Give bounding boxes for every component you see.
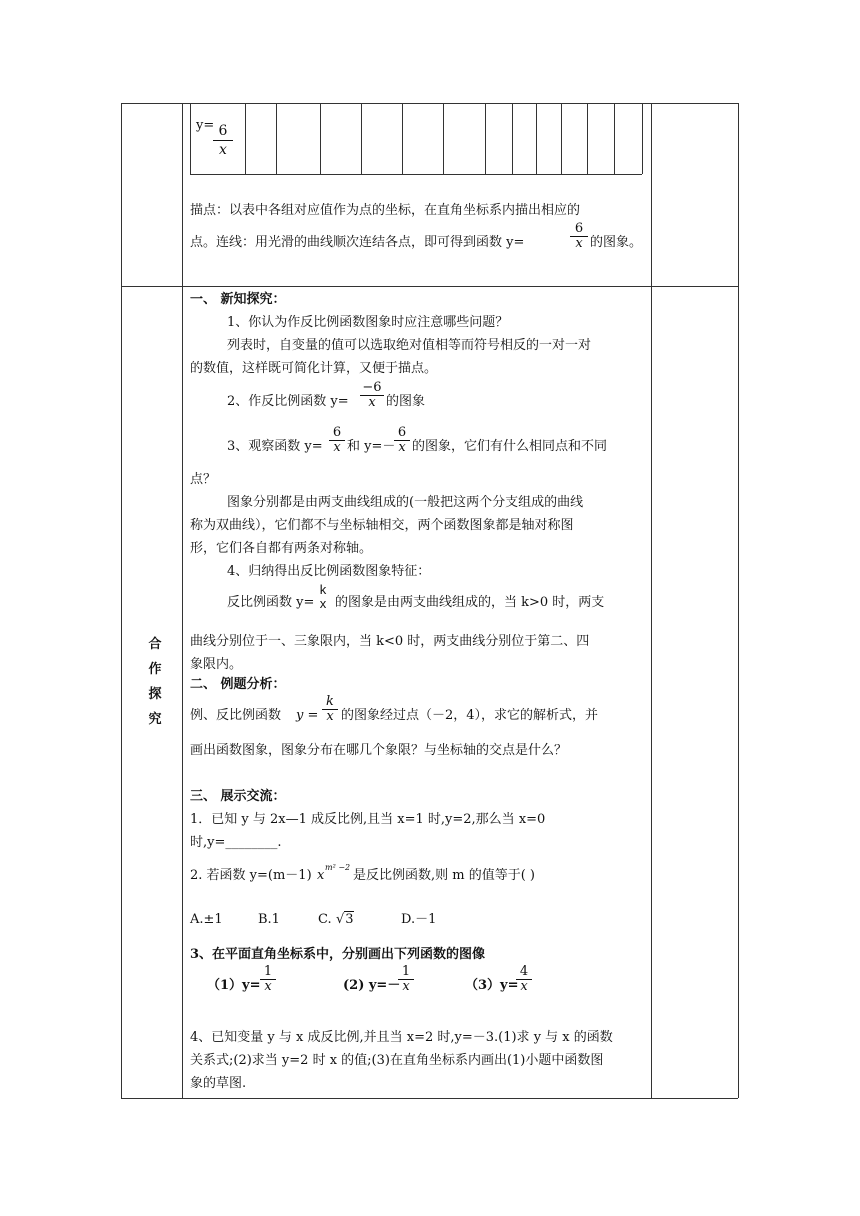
problem-3-heading: 3、在平面直角坐标系中，分别画出下列函数的图像 [190, 947, 486, 962]
problem-2-x: x [317, 868, 325, 883]
answer-4-line3: 象限内。 [190, 657, 243, 672]
plot-instruction-line2: 点。连线：用光滑的曲线顺次连结各点，即可得到函数 y= [190, 235, 525, 250]
section3-heading: 三、 展示交流： [190, 789, 286, 804]
option-b: B.1 [258, 912, 280, 927]
answer-3-line2: 称为双曲线），它们都不与坐标轴相交，两个函数图象都是轴对称图 [190, 518, 574, 533]
plot-instruction-tail: 的图象。 [590, 235, 643, 250]
problem-2: 2. 若函数 y=(m－1) [190, 868, 312, 883]
problem-3-function-2: $\frac{1}{x}$ [398, 965, 414, 994]
question-2-tail: 的图象 [386, 394, 426, 409]
answer-4-fraction: k x [319, 582, 327, 611]
document-page: y= $\frac{6}{x}$ 描点：以表中各组对应值作为点的坐标，在直角坐标系内描出相应的 点。连线：用光滑的曲线顺次连结各点，即可得到函数 y= $\frac{6}{x}$ 的图象。 合 作 探 究 一、 新知探究： 1、你认为作反比例函数图象时应注意哪些问题？ 列表时，自变量的值可以选取绝对值相等而符号相反的一对一对 的数值，这样既可简化计算，又便于描点。 2、作反比例函数 y= $\frac{-6}{x}$ 的图象 3、观察函数 y= $\frac{6}{x}$ 和 y=－ $\frac{6}{x}$ 的图象，它们有什么相同点和不同 点？ 图象分别都是由两支曲线组成的(一般把这两个分支组成的曲线 称为双曲线），它们都不与坐标轴相交，两个函数图象都是轴对称图 形，它们各自都有两条对称轴。 4、归纳得出反比例函数图象特征： 反比例函数 y= k x 的图象是由两支曲线组成的，当 k>0 时，两支 曲线分别位于一、三象限内，当 k<0 时，两支曲线分别位于第二、四 象限内。 二、 例题分析： 例、反比例函数 y = $\frac{k}{x}$ 的图象经过点（－2，4），求它的解析式，并 画出函数图象，图象分布在哪几个象限？与坐标轴的交点是什么？ 三、 展示交流： 1．已知 y 与 2x—1 成反比例,且当 x=1 时,y=2,那么当 x=0 时,y=________. 2. 若函数 y=(m－1) x m² −2 是反比例函数,则 m 的值等于( ) A.±1 B.1 C. √3 D.－1 3、在平面直角坐标系中，分别画出下列函数的图像 （1）y= $\frac{1}{x}$ (2) y=－ $\frac{1}{x}$ （3）y= $\frac{4}{x}$ 4、已知变量 y 与 x 成反比例,并且当 x=2 时,y=－3.(1)求 y 与 x 的函数 关系式;(2)求当 y=2 时 x 的值;(3)在直角坐标系内画出(1)小题中函数图 象的草图. [0, 0, 860, 1216]
table-fraction: $\frac{6}{x}$ [213, 122, 233, 159]
question-3-line2: 点？ [190, 472, 217, 487]
option-a: A.±1 [190, 912, 223, 927]
table-left-border [121, 103, 122, 1098]
table-row-label: y= [196, 118, 215, 133]
problem-1-line2: 时,y=________. [190, 835, 282, 850]
column-divider-1 [182, 103, 183, 1098]
option-c: C. [318, 912, 332, 927]
section1-heading: 一、 新知探究： [190, 292, 286, 307]
option-c-root: √3 [336, 912, 354, 927]
example-line1-tail: 的图象经过点（－2，4），求它的解析式，并 [341, 708, 599, 723]
question-3: 3、观察函数 y= [227, 439, 323, 454]
answer-3-line3: 形，它们各自都有两条对称轴。 [190, 541, 373, 556]
answer-4-line1-tail: 的图象是由两支曲线组成的，当 k>0 时，两支 [335, 595, 605, 610]
problem-2-exponent: m² −2 [325, 863, 351, 872]
problem-3-function-1-label: （1）y= [207, 978, 261, 993]
answer-3-line1: 图象分别都是由两支曲线组成的(一般把这两个分支组成的曲线 [227, 495, 584, 510]
plot-instruction-line1: 描点：以表中各组对应值作为点的坐标，在直角坐标系内描出相应的 [190, 203, 581, 218]
problem-3-function-3: $\frac{4}{x}$ [516, 965, 532, 994]
question-4: 4、归纳得出反比例函数图象特征： [227, 564, 431, 579]
question-3-fraction-2: $\frac{6}{x}$ [394, 426, 410, 455]
section2-heading: 二、 例题分析： [190, 677, 286, 692]
problem-4-line3: 象的草图. [190, 1076, 247, 1091]
problem-3-function-1: $\frac{1}{x}$ [260, 965, 276, 994]
problem-4-line1: 4、已知变量 y 与 x 成反比例,并且当 x=2 时,y=－3.(1)求 y 与 x 的函数 [190, 1030, 613, 1045]
question-3-tail: 的图象，它们有什么相同点和不同 [412, 439, 608, 454]
problem-1-line1: 1．已知 y 与 2x—1 成反比例,且当 x=1 时,y=2,那么当 x=0 [190, 812, 546, 827]
row-divider [121, 286, 738, 287]
problem-4-line2: 关系式;(2)求当 y=2 时 x 的值;(3)在直角坐标系内画出(1)小题中函数图 [190, 1053, 604, 1068]
problem-3-function-2-label: (2) y=－ [343, 978, 401, 993]
question-3-mid: 和 y=－ [347, 439, 396, 454]
answer-1-line1: 列表时，自变量的值可以选取绝对值相等而符号相反的一对一对 [227, 338, 592, 353]
question-2-fraction: $\frac{-6}{x}$ [360, 381, 384, 410]
example-fraction: $\frac{k}{x}$ [322, 695, 338, 724]
column-divider-2 [651, 103, 652, 1098]
example-line1: 例、反比例函数 [190, 708, 282, 723]
answer-4-line1: 反比例函数 y= [227, 595, 315, 610]
example-line2: 画出函数图象，图象分布在哪几个象限？与坐标轴的交点是什么？ [190, 743, 568, 758]
problem-3-function-3-label: （3）y= [465, 978, 519, 993]
plot-instruction-fraction: $\frac{6}{x}$ [570, 222, 588, 251]
example-y: y = [296, 708, 319, 723]
answer-1-line2: 的数值，这样既可简化计算，又便于描点。 [190, 361, 438, 376]
problem-2-tail: 是反比例函数,则 m 的值等于( ) [353, 868, 536, 883]
question-2: 2、作反比例函数 y= [227, 394, 349, 409]
answer-4-line2: 曲线分别位于一、三象限内，当 k<0 时，两支曲线分别位于第二、四 [190, 634, 590, 649]
question-3-fraction-1: $\frac{6}{x}$ [329, 426, 345, 455]
option-d: D.－1 [401, 912, 437, 927]
table-bottom-border [121, 1098, 738, 1099]
question-1: 1、你认为作反比例函数图象时应注意哪些问题？ [227, 315, 509, 330]
table-right-border [738, 103, 739, 1098]
